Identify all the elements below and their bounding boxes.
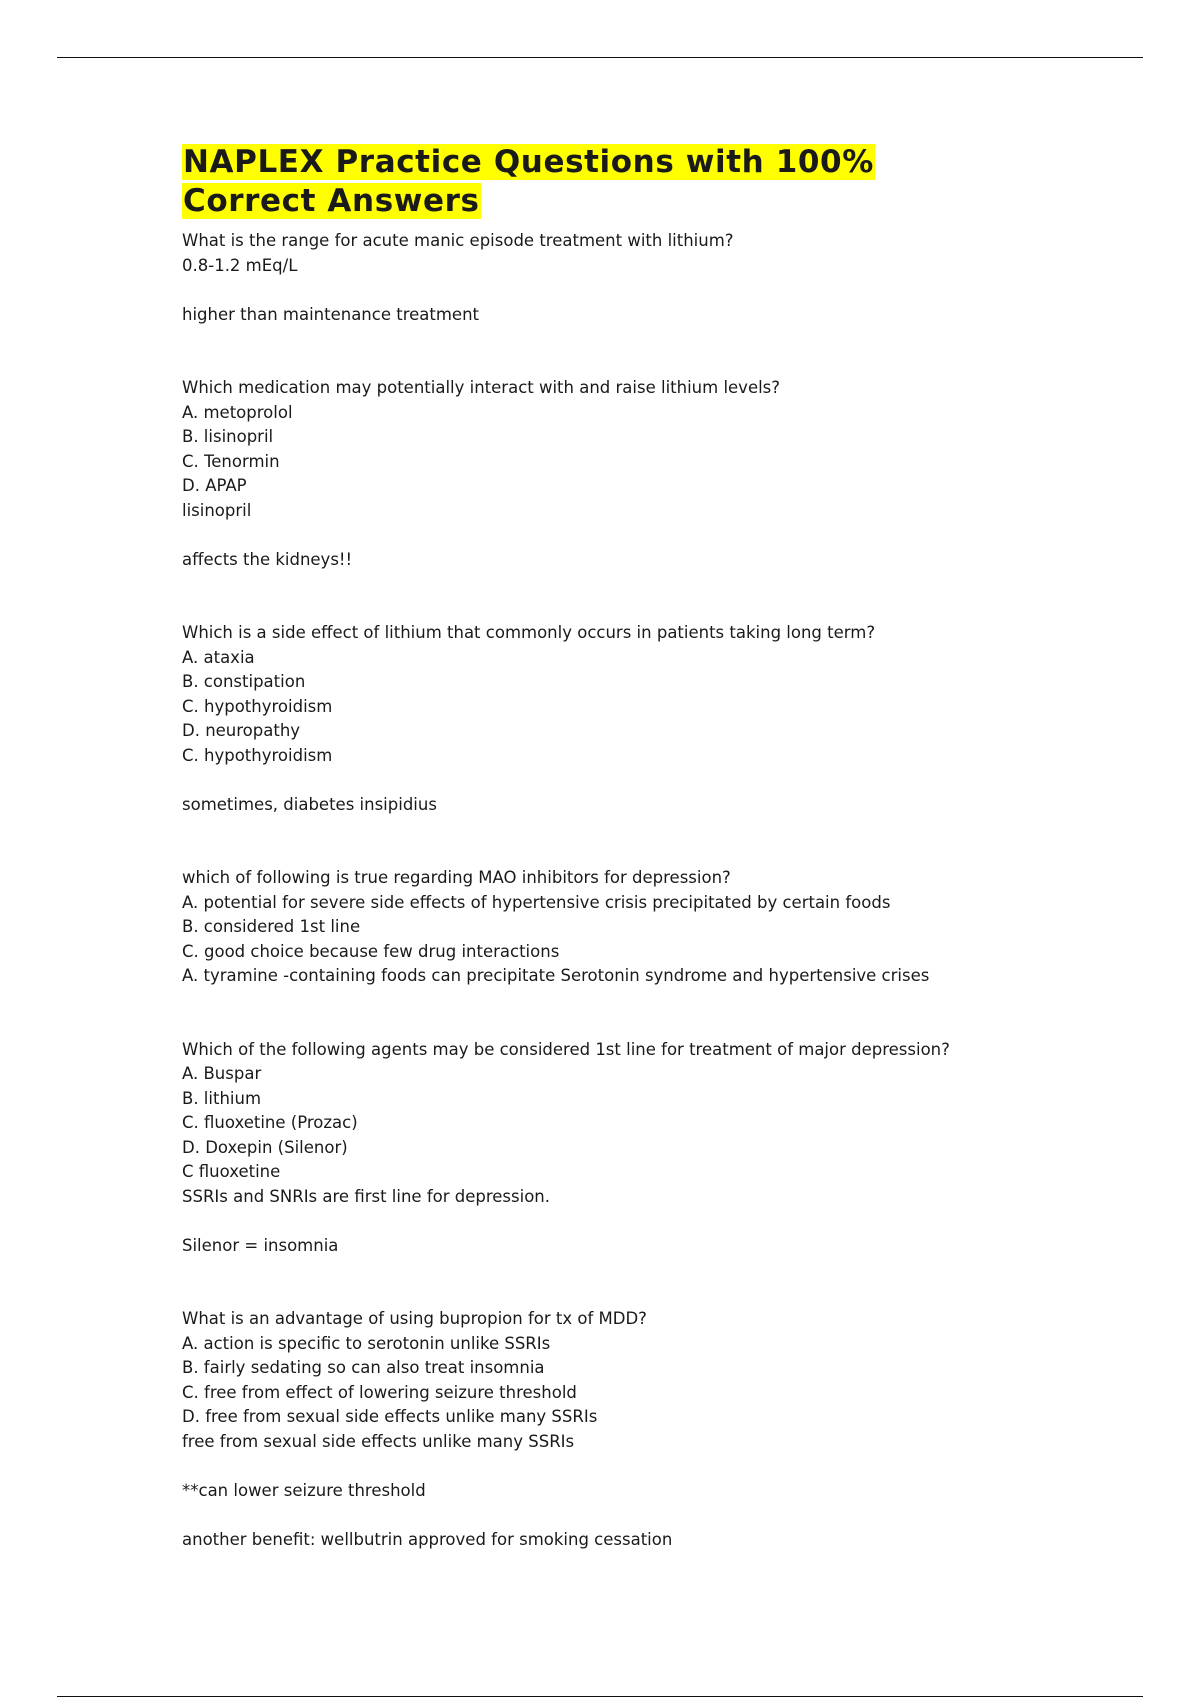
answer-text: C. hypothyroidism (182, 745, 333, 765)
option-d: D. Doxepin (Silenor) (182, 1137, 348, 1157)
answer-note: higher than maintenance treatment (182, 304, 480, 324)
question-text: Which of the following agents may be considered 1st line for treatment of major depression? (182, 1039, 950, 1059)
option-b: B. constipation (182, 672, 306, 691)
option-a: A. action is specific to serotonin unlike SSRIs (182, 1333, 551, 1353)
answer-text: 0.8-1.2 mEq/L (182, 255, 298, 275)
question-text: What is an advantage of using bupropion for tx of MDD? (182, 1309, 647, 1328)
answer-text: C fluoxetine (182, 1162, 281, 1181)
title-line-1: NAPLEX Practice Questions with 100% (183, 144, 874, 180)
question-block-1 (182, 229, 1082, 327)
answer-note: affects the kidneys!! (182, 549, 353, 569)
option-a: A. potential for severe side effects of hypertensive crisis precipitated by certain foods (182, 892, 891, 912)
option-c: C. fluoxetine (Prozac) (182, 1113, 358, 1132)
option-c: C. free from effect of lowering seizure threshold (182, 1382, 577, 1402)
answer-note-2: Silenor = insomnia (182, 1235, 339, 1255)
answer-text: A. tyramine -containing foods can precipitate Serotonin syndrome and hypertensive crises (182, 966, 930, 985)
answer-note: SSRIs and SNRIs are first line for depression. (182, 1186, 551, 1206)
document-body (182, 143, 1082, 1552)
question-text: which of following is true regarding MAO inhibitors for depression? (182, 868, 731, 887)
question-text: What is the range for acute manic episode treatment with lithium? (182, 231, 734, 250)
answer-note-2: another benefit: wellbutrin approved for smoking cessation (182, 1529, 673, 1549)
document-title (182, 143, 1082, 221)
question-block-5 (182, 1038, 1082, 1259)
title-line-2: Correct Answers (183, 183, 480, 219)
option-c: C. hypothyroidism (182, 696, 333, 716)
question-block-3 (182, 621, 1082, 817)
answer-text: lisinopril (182, 500, 252, 520)
option-a: A. ataxia (182, 647, 255, 667)
answer-note: sometimes, diabetes insipidius (182, 794, 437, 814)
option-b: B. considered 1st line (182, 917, 361, 936)
option-c: C. good choice because few drug interactions (182, 941, 560, 961)
option-a: A. metoprolol (182, 402, 293, 422)
question-block-2 (182, 376, 1082, 572)
option-d: D. neuropathy (182, 721, 301, 740)
option-d: D. APAP (182, 476, 247, 495)
question-text: Which medication may potentially interact with and raise lithium levels? (182, 378, 781, 397)
option-d: D. free from sexual side effects unlike many SSRIs (182, 1407, 598, 1426)
question-block-4 (182, 866, 1082, 989)
option-c: C. Tenormin (182, 451, 280, 471)
answer-text: free from sexual side effects unlike many SSRIs (182, 1431, 575, 1451)
option-a: A. Buspar (182, 1064, 262, 1083)
question-block-6 (182, 1307, 1082, 1552)
option-b: B. fairly sedating so can also treat insomnia (182, 1358, 545, 1377)
answer-note: **can lower seizure threshold (182, 1480, 426, 1500)
option-b: B. lithium (182, 1088, 262, 1108)
option-b: B. lisinopril (182, 427, 274, 446)
question-text: Which is a side effect of lithium that commonly occurs in patients taking long term? (182, 623, 876, 642)
header-rule (57, 57, 1143, 58)
footer-rule (57, 1696, 1143, 1697)
